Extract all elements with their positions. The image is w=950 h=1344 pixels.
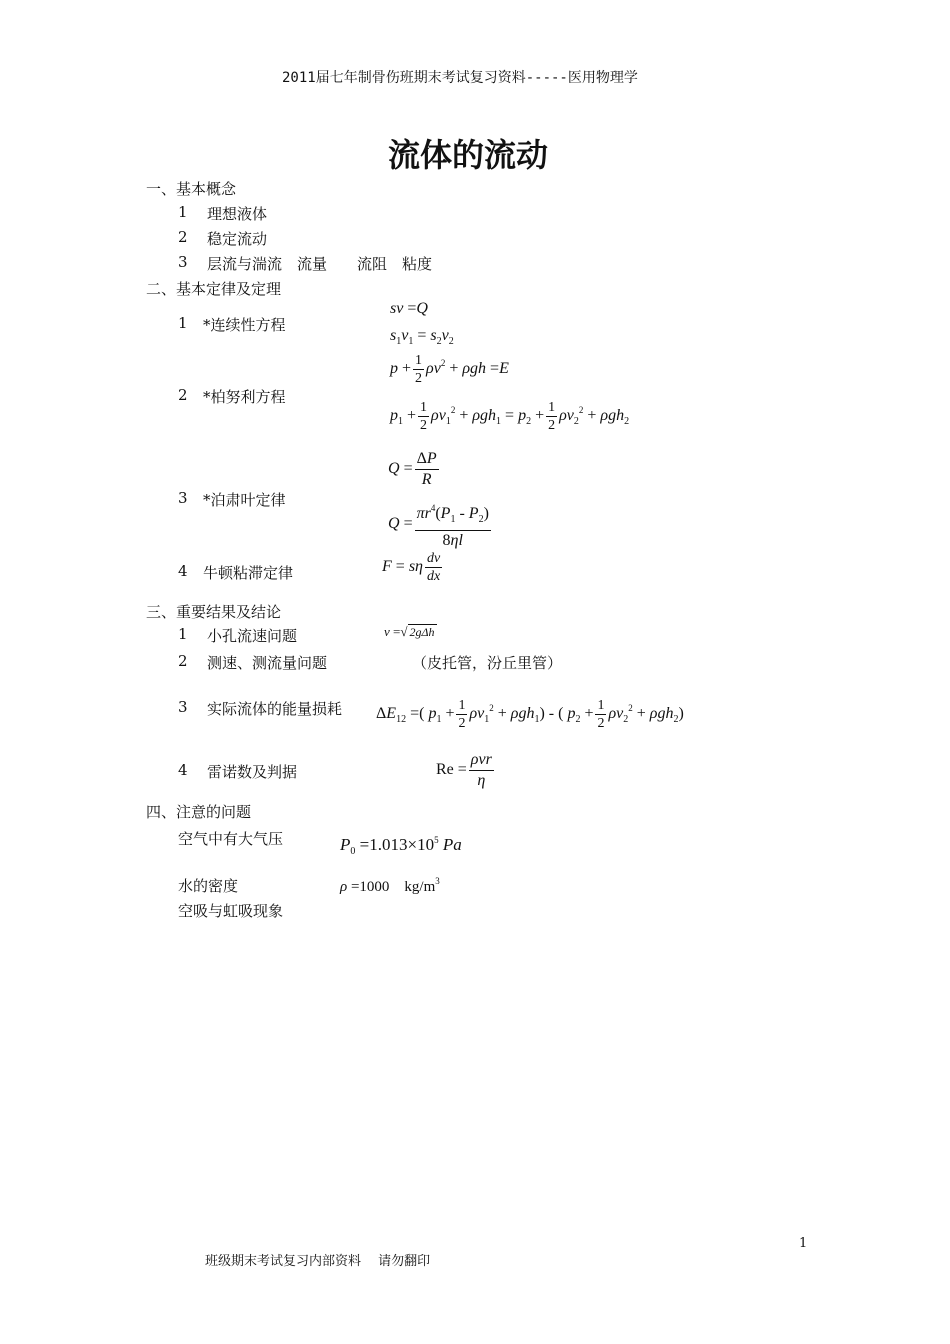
list-item: *柏努利方程 xyxy=(203,388,286,406)
list-item: 牛顿粘滞定律 xyxy=(203,564,294,582)
list-item-number: 2 xyxy=(178,386,188,404)
pitot-venturi-note: （皮托管，汾丘里管） xyxy=(412,654,563,672)
list-item: 雷诺数及判据 xyxy=(207,763,298,781)
page-number: 1 xyxy=(799,1236,808,1251)
section-2-heading: 二、基本定律及定理 xyxy=(146,280,282,298)
section-1-heading: 一、基本概念 xyxy=(146,180,237,198)
list-item-number: 1 xyxy=(178,625,188,643)
water-density-equation: ρ =1000 $kg/m^3$ xyxy=(340,876,440,895)
list-item: 空气中有大气压 xyxy=(178,830,284,848)
newton-viscosity-equation: F = sη $\frac{dv}{dx}$ xyxy=(382,551,441,584)
list-item-number: 3 xyxy=(178,253,188,271)
list-item: 层流与湍流 流量 流阻 粘度 xyxy=(207,255,433,273)
list-item: 理想液体 xyxy=(207,205,268,223)
bernoulli-equation-2: $p_1$ + $\frac{1}{2}$ $\rho v_1^2 + \rho gh_1 = p_2$ + $\frac{1}{2}$ $\rho v_2^2 + \rho gh_2$ xyxy=(390,400,630,433)
poiseuille-equation-1: Q = $\frac{\Delta P}{R}$ xyxy=(388,450,437,488)
list-item: 测速、测流量问题 xyxy=(207,654,328,672)
section-4-heading: 四、注意的问题 xyxy=(146,803,252,821)
continuity-equation-2: $s_1v_1 = s_2v_2$ xyxy=(390,327,454,347)
list-item: 小孔流速问题 xyxy=(207,627,298,645)
page-title: 流体的流动 xyxy=(388,136,549,174)
list-item-number: 1 xyxy=(178,203,188,221)
list-item-number: 4 xyxy=(178,562,188,580)
atmospheric-pressure-equation: $P_0 =1.013\times 10^5$ Pa xyxy=(340,835,462,857)
poiseuille-equation-2: Q = $\frac{\pi r^4(P_1 - P_2)}{8\eta l}$ xyxy=(388,498,493,551)
list-item-number: 2 xyxy=(178,228,188,246)
orifice-velocity-equation: v =√ 2gΔh xyxy=(384,624,435,639)
page-footer: 班级期末考试复习内部资料 请勿翻印 xyxy=(205,1254,431,1269)
list-item: 实际流体的能量损耗 xyxy=(207,700,343,718)
list-item-number: 4 xyxy=(178,761,188,779)
bernoulli-equation-1: p + $\frac{1}{2}$ $\rho v^2 + \rho gh =E$ xyxy=(390,353,509,386)
list-item-number: 3 xyxy=(178,489,188,507)
reynolds-number-equation: Re = $\frac{\text{ρvr}}{\eta}$ xyxy=(436,751,492,789)
energy-loss-equation: $\Delta E_{12}$ =( $p_1$ + $\frac{1}{2}$ $\rho v_1^2 + \rho gh_1$) - ( $p_2$ + $\frac{1}{2}$ $\rho v_2^2 + \rho gh_2$) xyxy=(376,698,684,731)
list-item: *泊肃叶定律 xyxy=(203,491,286,509)
list-item-number: 1 xyxy=(178,314,188,332)
continuity-equation-1: sv =Q xyxy=(390,300,428,317)
page-header: 2011届七年制骨伤班期末考试复习资料-----医用物理学 xyxy=(282,70,638,86)
list-item: *连续性方程 xyxy=(203,316,286,334)
list-item-number: 3 xyxy=(178,698,188,716)
list-item-number: 2 xyxy=(178,652,188,670)
section-3-heading: 三、重要结果及结论 xyxy=(146,603,282,621)
list-item: 稳定流动 xyxy=(207,230,268,248)
list-item: 水的密度 xyxy=(178,877,239,895)
list-item: 空吸与虹吸现象 xyxy=(178,902,284,920)
